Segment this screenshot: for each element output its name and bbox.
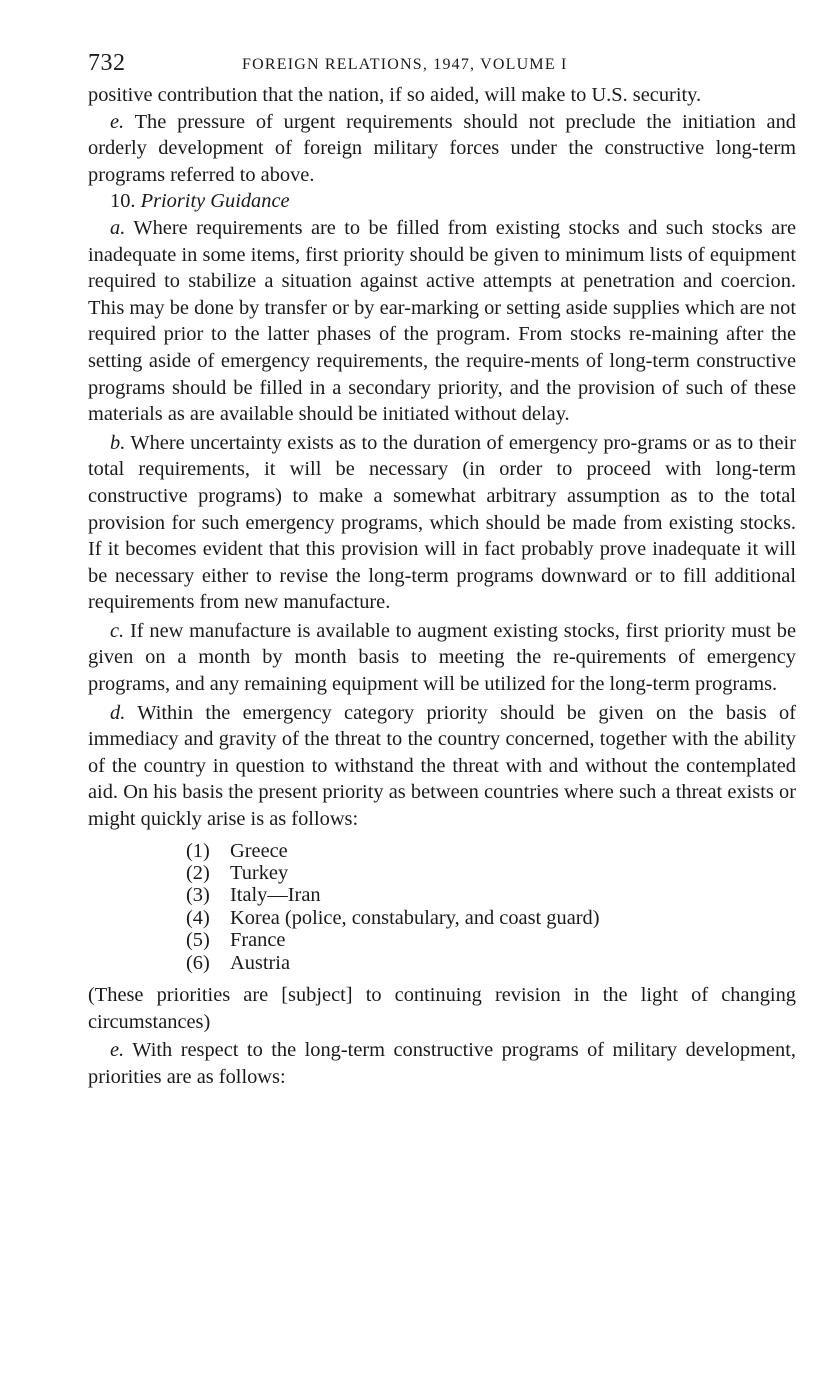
paragraph-a bbox=[88, 215, 796, 428]
list-country: Turkey bbox=[230, 862, 289, 885]
paragraph-text: (These priorities are [subject] to continuing revision in the light of changing circumstances) bbox=[88, 984, 796, 1033]
paragraph-b bbox=[88, 430, 796, 616]
paragraph-label: e. bbox=[110, 110, 125, 133]
list-item bbox=[186, 952, 796, 974]
list-country: Korea (police, constabulary, and coast guard) bbox=[230, 906, 600, 929]
paragraph-text: positive contribution that the nation, if so aided, will make to U.S. security. bbox=[88, 84, 702, 106]
section-title: Priority Guidance bbox=[140, 190, 290, 213]
paragraph-text: The pressure of urgent requirements should not preclude the initiation and orderly development of foreign military forces under the constructive long-term programs referred to above. bbox=[88, 110, 796, 186]
paragraph-e-urgent bbox=[88, 109, 796, 189]
list-country: Greece bbox=[230, 839, 288, 862]
paragraph-text: Where uncertainty exists as to the duration of emergency pro-grams or as to their total requirements, it will be necessary (in order to proceed with long-term constructive programs) to make a somewhat arbitrary assumption as to the total provision for such emergency programs, which should be made from existing stocks. If it becomes evident that this provision will in fact probably prove inadequate it will be necessary either to revise the long-term programs downward or to fill additional requirements from new manufacture. bbox=[88, 431, 796, 614]
list-country: France bbox=[230, 929, 286, 952]
list-item bbox=[186, 840, 796, 862]
paragraph-label: b. bbox=[110, 431, 126, 454]
paragraph-text: Where requirements are to be filled from existing stocks and such stocks are inadequate in some items, first priority should be given to minimum lists of equipment required to stabilize a situation against active attempts at penetration and coercion. This may be done by transfer or by ear-marking or setting aside supplies which are not required prior to the latter phases of the program. From stocks re-maining after the setting aside of emergency requirements, the require-ments of long-term constructive programs should be filled in a secondary priority, and the provision of such of these materials as are available should be initiated without delay. bbox=[88, 216, 796, 426]
paragraph-text: If new manufacture is available to augment existing stocks, first priority must be given on a month by month basis to meeting the re-quirements of emergency programs, and any remaining equipment will be utilized for the long-term programs. bbox=[88, 619, 796, 696]
paragraph-label: a. bbox=[110, 216, 126, 239]
document-page bbox=[88, 48, 796, 1090]
paragraph-label: c. bbox=[110, 619, 125, 642]
section-heading bbox=[88, 188, 796, 215]
list-item bbox=[186, 862, 796, 884]
paragraph-label: d. bbox=[110, 701, 126, 724]
list-number: (5) bbox=[186, 929, 210, 952]
paragraph-text: With respect to the long-term constructive programs of military development, priorities are as follows: bbox=[88, 1039, 797, 1088]
document-body bbox=[88, 82, 796, 1090]
priorities-note bbox=[88, 982, 796, 1035]
paragraph-d bbox=[88, 700, 796, 833]
list-country: Austria bbox=[230, 951, 291, 974]
paragraph-text: Within the emergency category priority should be given on the basis of immediacy and gravity of the threat to the country concerned, together with the ability of the country in question to withstand the threat with and without the contemplated aid. On his basis the present priority as between countries where such a threat exists or might quickly arise is as follows: bbox=[88, 701, 796, 831]
list-number: (6) bbox=[186, 951, 210, 974]
list-number: (4) bbox=[186, 906, 210, 929]
continued-paragraph bbox=[88, 82, 796, 109]
list-number: (2) bbox=[186, 862, 210, 885]
list-item bbox=[186, 907, 796, 929]
list-item bbox=[186, 884, 796, 906]
list-number: (1) bbox=[186, 839, 210, 862]
section-number: 10. bbox=[110, 190, 136, 213]
list-country: Italy—Iran bbox=[230, 884, 321, 907]
paragraph-label: e. bbox=[110, 1039, 125, 1062]
paragraph-c bbox=[88, 618, 796, 698]
priority-list bbox=[186, 840, 796, 974]
running-title: FOREIGN RELATIONS, 1947, VOLUME I bbox=[242, 56, 568, 73]
list-item bbox=[186, 929, 796, 951]
running-header bbox=[88, 48, 796, 82]
list-number: (3) bbox=[186, 884, 210, 907]
page-number: 732 bbox=[88, 50, 126, 76]
paragraph-e-long-term bbox=[88, 1037, 796, 1090]
